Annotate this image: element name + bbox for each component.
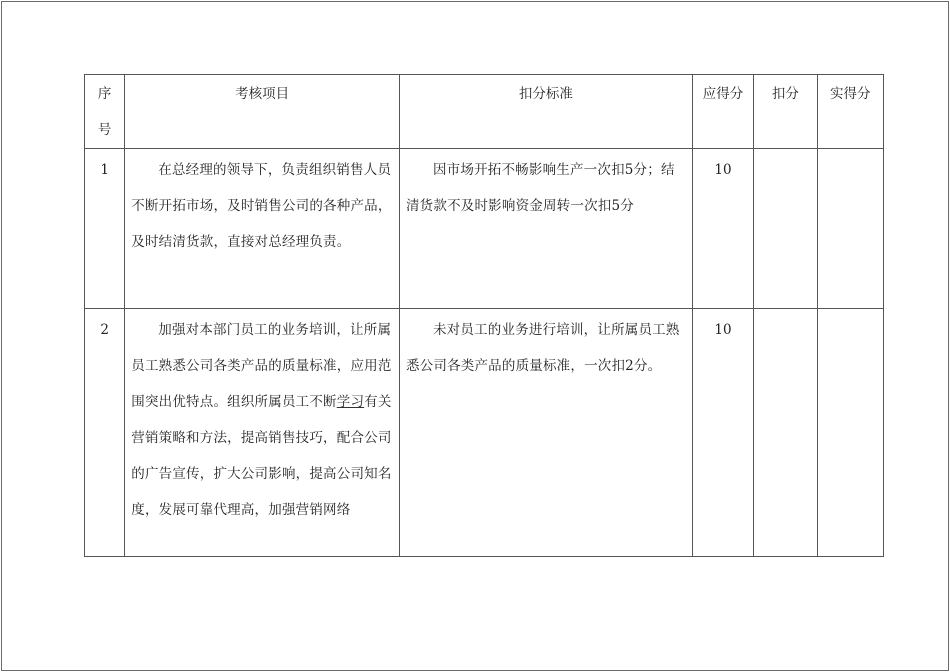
header-seq: 序号 <box>85 75 125 149</box>
item-text-after: 有关营销策略和方法，提高销售技巧，配合公司的广告宣传，扩大公司影响，提高公司知名度，发展可靠代理高，加强营销网络 <box>131 394 392 518</box>
row-item <box>125 309 400 557</box>
row-standard: 未对员工的业务进行培训，让所属员工熟悉公司各类产品的质量标准，一次扣2分。 <box>399 309 692 557</box>
header-standard: 扣分标准 <box>399 75 692 149</box>
row-deduction[interactable] <box>754 149 817 309</box>
row-actual-score[interactable] <box>817 309 883 557</box>
header-deduction: 扣分 <box>754 75 817 149</box>
row-deduction[interactable] <box>754 309 817 557</box>
table-header-row <box>85 75 884 149</box>
assessment-table <box>84 74 884 557</box>
item-text-before: 加强对本部门员工的业务培训，让所属员工熟悉公司各类产品的质量标准，应用范围突出优特点。组织所属员工不断 <box>131 322 392 410</box>
row-seq: 1 <box>85 149 125 309</box>
header-due-score: 应得分 <box>692 75 753 149</box>
row-seq: 2 <box>85 309 125 557</box>
row-standard: 因市场开拓不畅影响生产一次扣5分；结清货款不及时影响资金周转一次扣5分 <box>399 149 692 309</box>
row-item: 在总经理的领导下，负责组织销售人员不断开拓市场，及时销售公司的各种产品，及时结清货款，直接对总经理负责。 <box>125 149 400 309</box>
study-link[interactable]: 学习 <box>336 394 365 410</box>
row-due-score: 10 <box>692 309 753 557</box>
row-actual-score[interactable] <box>817 149 883 309</box>
header-actual-score: 实得分 <box>817 75 883 149</box>
header-item: 考核项目 <box>125 75 400 149</box>
table-row <box>85 149 884 309</box>
document-page <box>1 1 949 671</box>
row-due-score: 10 <box>692 149 753 309</box>
table-row <box>85 309 884 557</box>
